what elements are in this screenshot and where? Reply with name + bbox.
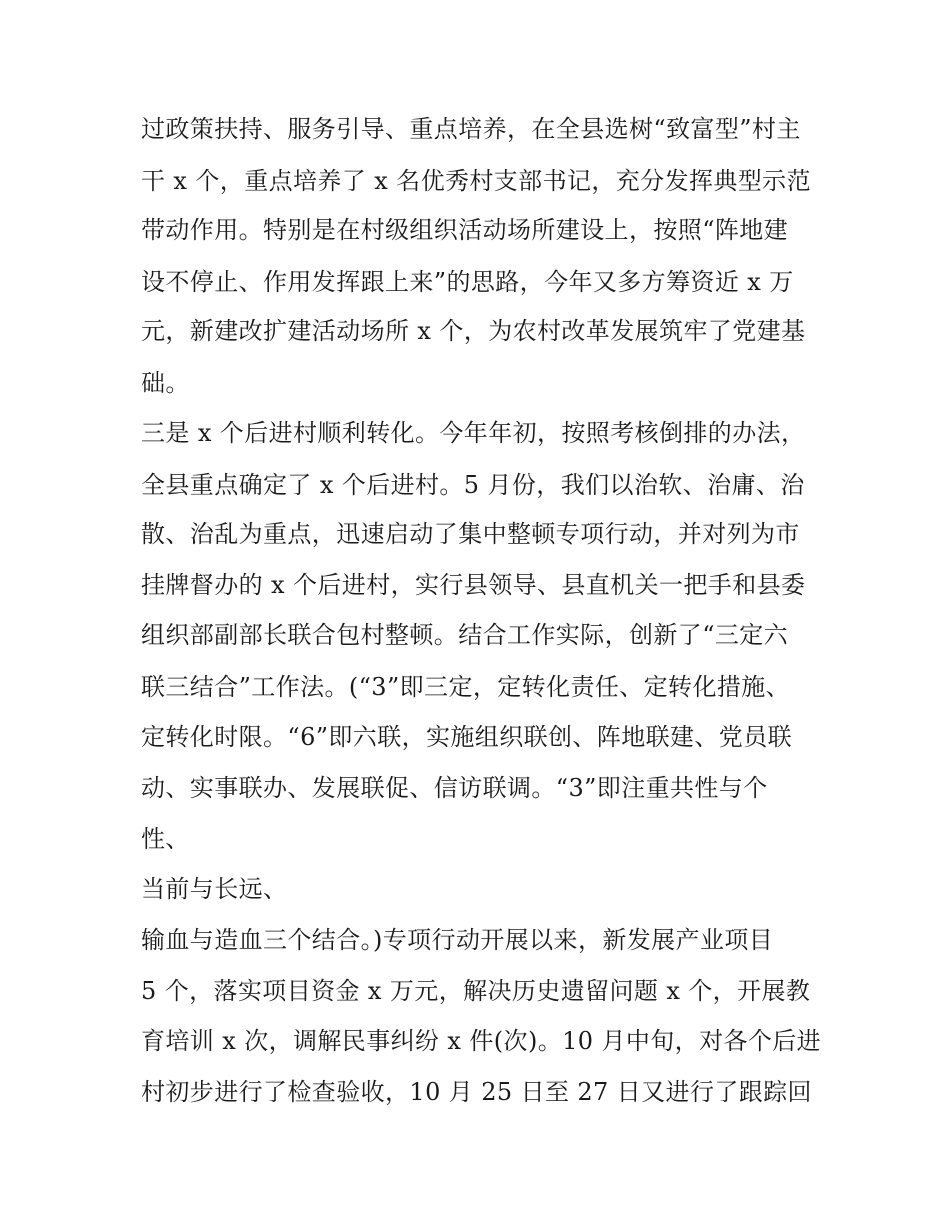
text-line-10: 挂牌督办的 x 个后进村，实行县领导、县直机关一把手和县委: [141, 571, 806, 599]
text-line-1: 过政策扶持、服务引导、重点培养，在全县选树“致富型”村主: [141, 115, 801, 143]
text-line-16: 当前与长远、: [141, 875, 288, 903]
text-line-17: 输血与造血三个结合。)专项行动开展以来，新发展产业项目: [141, 926, 774, 954]
text-line-19: 育培训 x 次，调解民事纠纷 x 件(次)。10 月中旬，对各个后进: [141, 1027, 822, 1055]
text-line-20: 村初步进行了检查验收，10 月 25 日至 27 日又进行了跟踪回: [141, 1078, 812, 1106]
text-line-4: 设不停止、作用发挥跟上来”的思路，今年又多方筹资近 x 万: [141, 268, 794, 296]
text-line-15: 性、: [141, 825, 190, 853]
text-line-8: 全县重点确定了 x 个后进村。5 月份，我们以治软、治庸、治: [141, 471, 805, 499]
text-line-3: 带动作用。特别是在村级组织活动场所建设上，按照“阵地建: [141, 216, 789, 244]
text-line-18: 5 个，落实项目资金 x 万元，解决历史遗留问题 x 个，开展教: [141, 977, 811, 1005]
text-line-14: 动、实事联办、发展联促、信访联调。“3”即注重共性与个: [141, 774, 768, 802]
text-line-5: 元，新建改扩建活动场所 x 个，为农村改革发展筑牢了党建基: [141, 317, 806, 345]
text-line-7: 三是 x 个后进村顺利转化。今年年初，按照考核倒排的办法，: [141, 419, 806, 447]
text-line-12: 联三结合”工作法。(“3”即三定，定转化责任、定转化措施、: [141, 673, 791, 701]
text-line-13: 定转化时限。“6”即六联，实施组织联创、阵地联建、党员联: [141, 723, 793, 751]
text-line-2: 干 x 个，重点培养了 x 名优秀村支部书记，充分发挥典型示范: [141, 167, 811, 195]
text-line-9: 散、治乱为重点，迅速启动了集中整顿专项行动，并对列为市: [141, 520, 800, 548]
text-line-11: 组织部副部长联合包村整顿。结合工作实际，创新了“三定六: [141, 621, 789, 649]
text-line-6: 础。: [141, 369, 190, 397]
